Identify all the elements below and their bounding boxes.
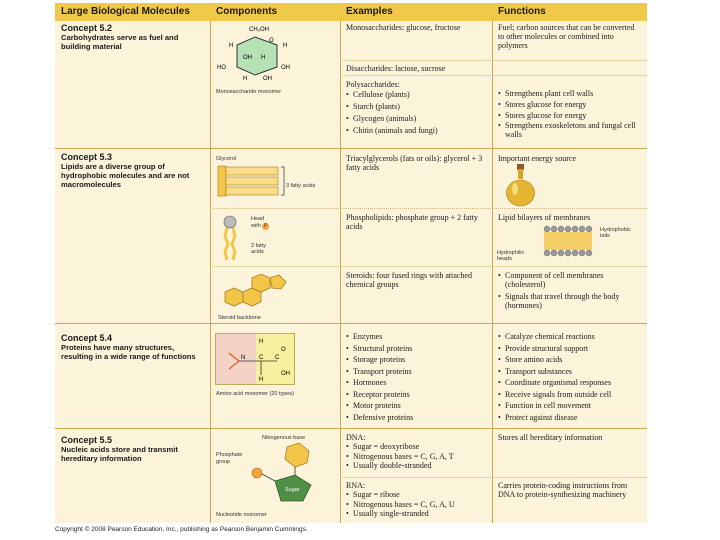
proteins-example — [346, 331, 488, 423]
steroid-label: Steroid backbone — [218, 315, 261, 321]
subrow-divider — [340, 60, 647, 61]
ring-label: H — [283, 43, 288, 49]
concept-title: Concept 5.4 — [61, 333, 113, 343]
list-item: • Strengthens plant cell walls — [498, 88, 644, 99]
list-item: • Nitrogenous bases = C, G, A, T — [346, 452, 488, 462]
list-item: • Receptor proteins — [346, 389, 488, 401]
glycerol-block — [218, 166, 226, 196]
list-item: • Component of cell membranes (cholesterol) — [498, 271, 644, 289]
list-item: • Usually double-stranded — [346, 461, 488, 471]
polysaccharide-functions — [498, 88, 644, 139]
monosaccharide-label: Monosaccharide monomer — [216, 89, 282, 95]
oil-bottle-image — [503, 163, 543, 207]
bilayer-heads-top — [544, 226, 592, 232]
hydrophilic-heads-label: Hydrophilic heads — [497, 250, 525, 262]
list-item: • Protect against disease — [498, 412, 646, 424]
amino-atom: H — [259, 377, 264, 383]
bilayer-heads-bottom — [544, 250, 592, 256]
amino-atom: O — [281, 347, 286, 353]
list-item: • Signals that travel through the body (hormones) — [498, 292, 644, 310]
bracket — [281, 167, 284, 195]
row-divider — [55, 428, 647, 429]
phospholipid-tail — [225, 228, 228, 260]
list-item: • Defensive proteins — [346, 412, 488, 424]
bilayer-tails — [544, 232, 592, 250]
row-divider — [55, 148, 647, 149]
polysaccharides-example — [346, 80, 488, 137]
list-item: • Starch (plants) — [346, 101, 488, 113]
fatty-acid-chain — [226, 187, 278, 195]
steroid-ring — [252, 274, 270, 292]
amino-acid-label: Amino acid monomer (20 types) — [216, 391, 294, 397]
list-item: • Sugar = deoxyribose — [346, 442, 488, 452]
concept-5-4 — [61, 333, 199, 361]
dna-title: DNA: — [346, 433, 366, 442]
concept-description: Nucleic acids store and transmit hereditary information — [61, 445, 178, 463]
header-molecules: Large Biological Molecules — [55, 3, 210, 21]
bottle-body — [507, 180, 535, 206]
row-divider — [55, 323, 647, 324]
bottle-highlight — [512, 183, 518, 195]
amino-atom: OH — [281, 371, 290, 377]
steroid-ring — [225, 288, 243, 306]
amino-atom: N — [241, 355, 246, 361]
concept-title: Concept 5.5 — [61, 435, 113, 445]
ring-label: OH — [243, 55, 252, 61]
steroid-functions — [498, 271, 644, 310]
list-item: • Transport proteins — [346, 366, 488, 378]
nucleotide-label: Nucleotide monomer — [216, 512, 267, 518]
disaccharides-example: Disaccharides: lactose, sucrose — [346, 64, 446, 73]
triacylglycerols-example: Triacylglycerols (fats or oils): glycerol + 3 fatty acids — [346, 154, 483, 172]
list-item: • Storage proteins — [346, 354, 488, 366]
fuel-function: Fuel; carbon sources that can be converted to other molecules or combined into polymers — [498, 23, 635, 50]
list-item: • Provide structural support — [498, 343, 646, 355]
bond — [262, 474, 275, 481]
list-item: • Nitrogenous bases = C, G, A, U — [346, 500, 488, 510]
two-fatty-acids-label: 2 fatty acids — [251, 243, 266, 255]
list-item: • Receive signals from outside cell — [498, 389, 646, 401]
nitrogenous-base-label: Nitrogenous base — [262, 435, 306, 441]
column-divider — [492, 21, 493, 523]
nucleotide-diagram — [245, 443, 325, 505]
bilayer-diagram — [543, 225, 599, 259]
triacylglycerol-diagram — [215, 164, 335, 204]
column-divider — [340, 21, 341, 523]
list-item: • Glycogen (animals) — [346, 113, 488, 125]
rna-example — [346, 481, 488, 519]
dna-function: Stores all hereditary information — [498, 433, 603, 442]
with-text: with — [251, 223, 261, 229]
bottle-neck — [518, 169, 523, 179]
concept-description: Proteins have many structures, resulting in a wide range of functions — [61, 343, 196, 361]
ring-label: H — [229, 43, 234, 49]
phospholipid-tail — [232, 228, 235, 260]
summary-table — [55, 3, 647, 523]
list-item: • Structural proteins — [346, 343, 488, 355]
list-item: • Hormones — [346, 377, 488, 389]
concept-title: Concept 5.2 — [61, 23, 113, 33]
phosphate-group — [252, 468, 262, 478]
concept-title: Concept 5.3 — [61, 152, 113, 162]
steroid-diagram — [217, 274, 297, 314]
sugar-label: Sugar — [285, 487, 300, 493]
column-divider — [210, 21, 211, 523]
ring-label: H — [243, 76, 248, 82]
copyright-notice: Copyright © 2008 Pearson Education, Inc., publishing as Pearson Benjamin Cummings. — [55, 526, 308, 533]
ring-label: O — [269, 38, 274, 44]
head-label — [251, 216, 269, 230]
list-item: • Enzymes — [346, 331, 488, 343]
protein-functions — [498, 331, 646, 423]
list-item: • Chitin (animals and fungi) — [346, 125, 488, 137]
list-item: • Stores glucose for energy — [498, 110, 644, 121]
ring-label: HO — [217, 65, 226, 71]
lipid-bilayers-function: Lipid bilayers of membranes — [498, 213, 591, 222]
subrow-divider — [210, 208, 647, 209]
monosaccharides-example: Monosaccharides: glucose, fructose — [346, 23, 461, 32]
list-item: • Transport substances — [498, 366, 646, 378]
ring-label: OH — [263, 76, 272, 82]
subrow-divider — [210, 266, 647, 267]
concept-5-2 — [61, 23, 206, 51]
steroids-example: Steroids: four fused rings with attached chemical groups — [346, 271, 472, 289]
list-item: • Store amino acids — [498, 354, 646, 366]
subrow-divider — [340, 75, 647, 76]
rna-function: Carries protein-coding instructions from DNA to protein-synthesizing machinery — [498, 481, 628, 499]
phospholipid-diagram — [220, 214, 250, 264]
list-item: • Usually single-stranded — [346, 509, 488, 519]
fatty-acids-label: 3 fatty acids — [286, 183, 316, 189]
concept-description: Carbohydrates serve as fuel and building material — [61, 33, 179, 51]
rna-title: RNA: — [346, 481, 366, 490]
list-item: • Stores glucose for energy — [498, 99, 644, 110]
fatty-acid-chain — [226, 177, 278, 185]
steroid-ring — [270, 275, 286, 289]
glucose-ring-diagram — [215, 23, 305, 83]
phosphate-circle: P — [264, 223, 268, 229]
dna-example — [346, 433, 488, 471]
polysaccharides-title: Polysaccharides: — [346, 80, 400, 89]
ring-label: OH — [281, 65, 290, 71]
glycerol-label: Glycerol — [216, 156, 237, 162]
header-functions: Functions — [492, 3, 647, 21]
head-text: Head — [251, 216, 265, 222]
fatty-acid-chain — [226, 167, 278, 175]
list-item: • Coordinate organismal responses — [498, 377, 646, 389]
amino-atom: C — [275, 355, 280, 361]
list-item: • Strengthens exoskeletons and fungal cell walls — [498, 121, 644, 139]
list-item: • Cellulose (plants) — [346, 89, 488, 101]
hydrophobic-tails-label: Hydrophobic tails — [600, 227, 631, 239]
amino-acid-diagram — [215, 333, 297, 387]
list-item: • Sugar = ribose — [346, 490, 488, 500]
concept-description: Lipids are a diverse group of hydrophobic molecules and are not macromolecules — [61, 162, 190, 189]
list-item: • Function in cell movement — [498, 400, 646, 412]
amino-atom: H — [259, 339, 264, 345]
header-components: Components — [210, 3, 340, 21]
list-item: • Motor proteins — [346, 400, 488, 412]
phosphate-group-label: Phosphate group — [216, 452, 243, 465]
list-item: • Catalyze chemical reactions — [498, 331, 646, 343]
concept-5-5 — [61, 435, 206, 463]
ring-label: CH₂OH — [249, 27, 269, 33]
subrow-divider — [340, 477, 647, 478]
nitrogenous-base-ring — [285, 443, 309, 467]
header-examples: Examples — [340, 3, 492, 21]
ring-label: H — [261, 55, 266, 61]
phospholipid-head — [224, 216, 236, 228]
energy-function: Important energy source — [498, 154, 577, 163]
phospholipids-example: Phospholipids: phosphate group + 2 fatty acids — [346, 213, 478, 231]
concept-5-3 — [61, 152, 206, 189]
amino-atom: C — [259, 355, 264, 361]
